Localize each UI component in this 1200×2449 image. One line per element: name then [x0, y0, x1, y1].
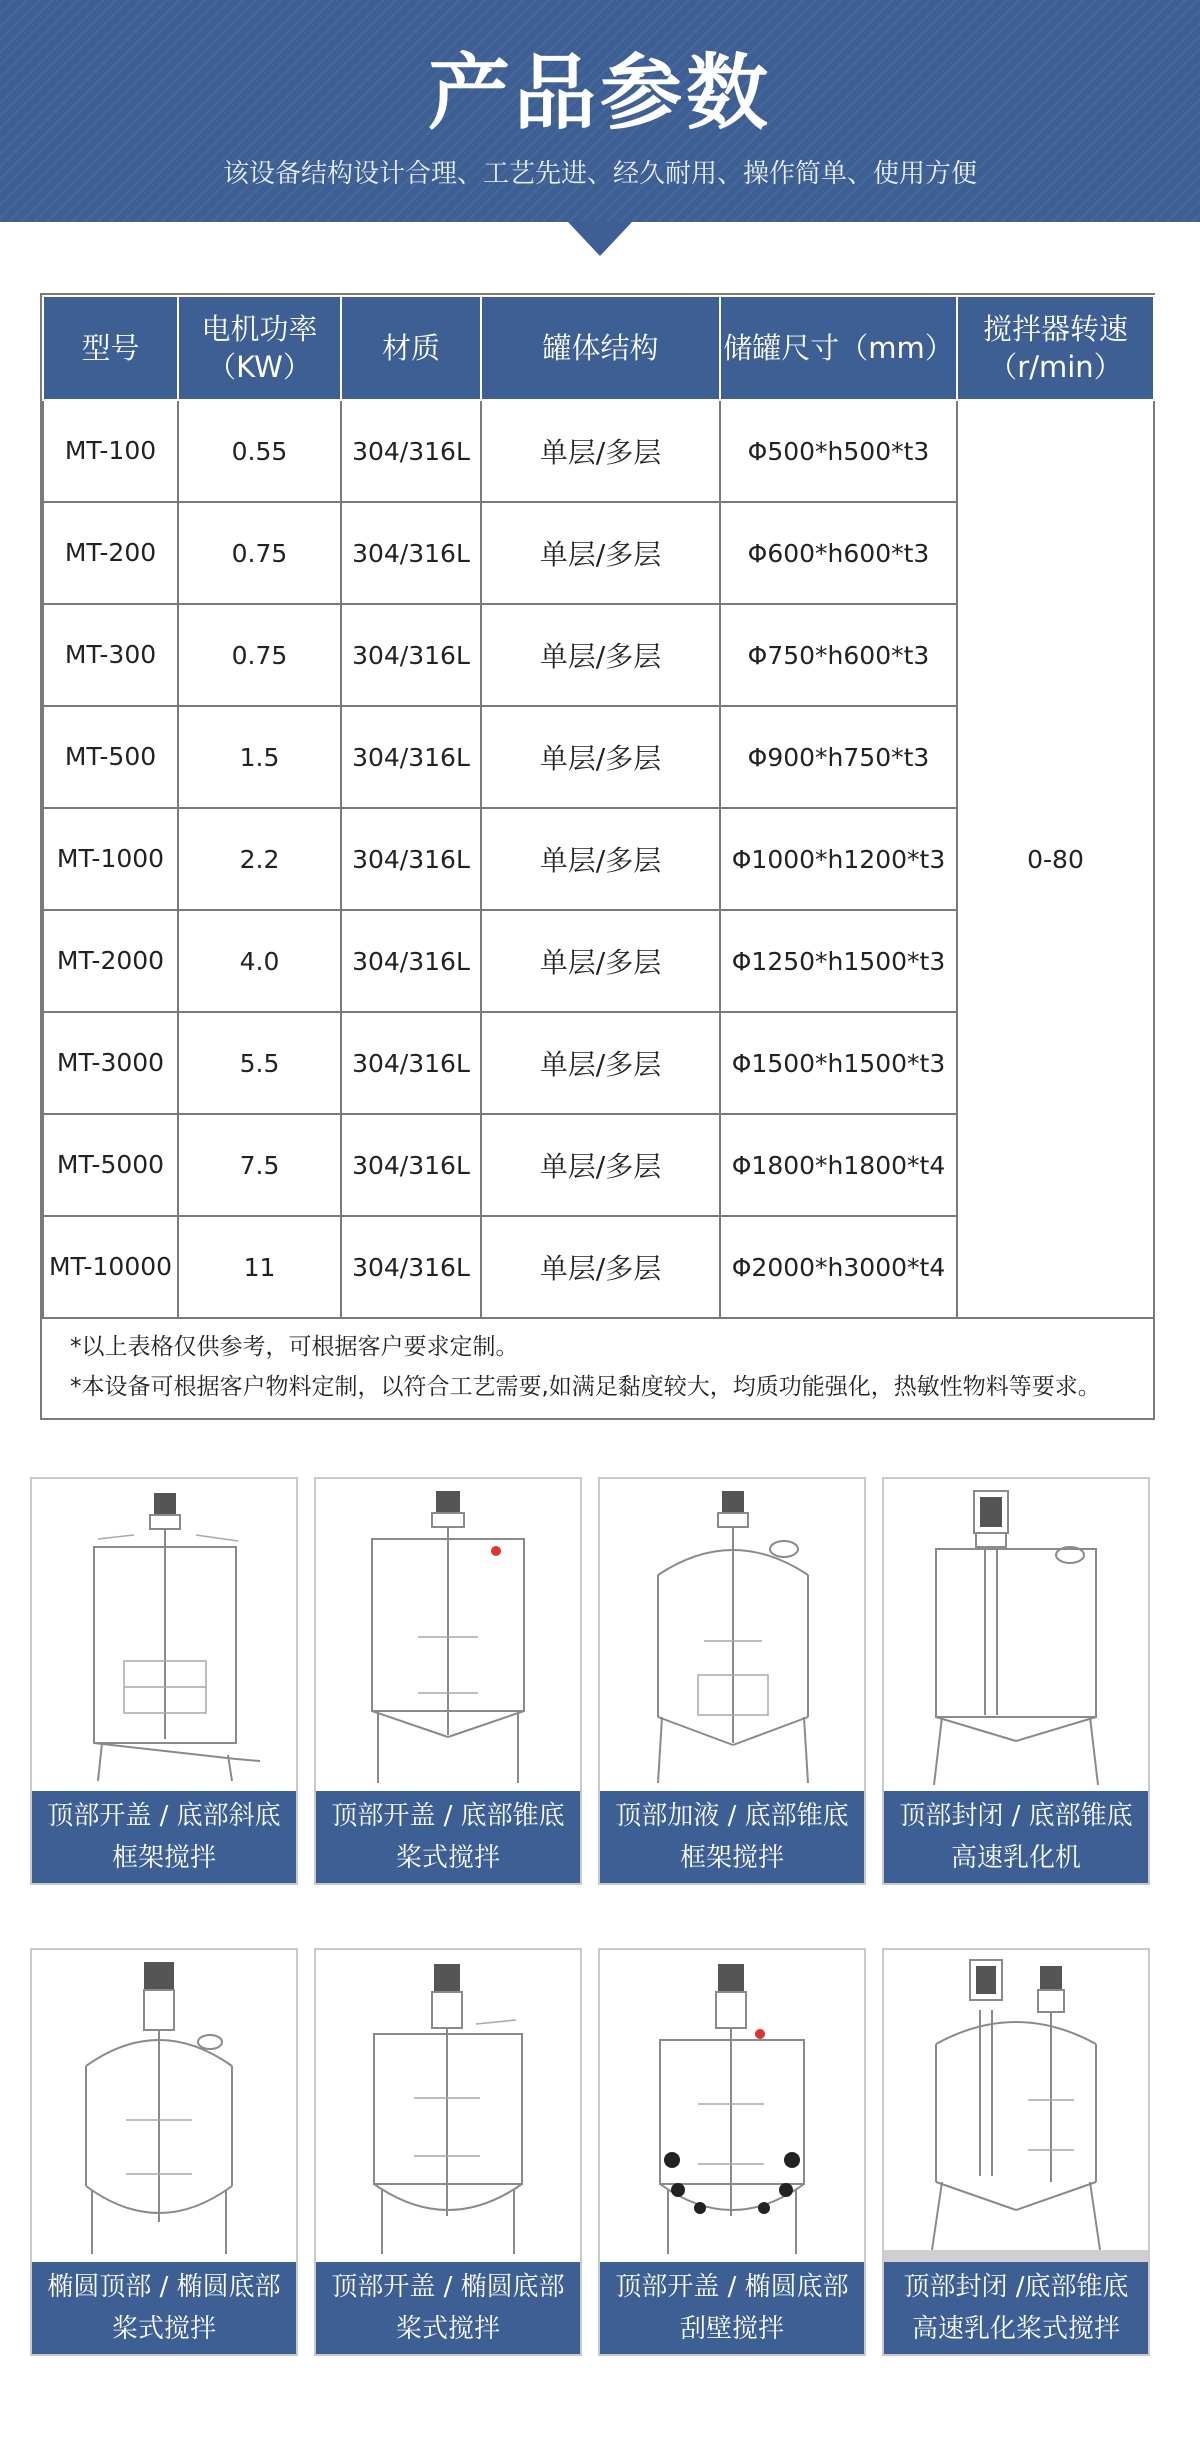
- cell-structure: 单层/多层: [481, 400, 720, 502]
- product-caption: [32, 1791, 296, 1883]
- tank-elliptical-paddle-agitator-icon: [32, 1950, 296, 2262]
- caption-line-1: 顶部开盖 / 椭圆底部: [615, 2272, 849, 2302]
- caption-line-1: 顶部开盖 / 底部斜底: [47, 1801, 281, 1831]
- cell-structure: 单层/多层: [481, 1114, 720, 1216]
- header-agitator-speed: 搅拌器转速（r/min）: [957, 296, 1154, 400]
- header-motor-power: 电机功率（KW）: [178, 296, 341, 400]
- tank-sloped-bottom-frame-agitator-icon: [32, 1479, 296, 1791]
- cell-power: 5.5: [178, 1012, 341, 1114]
- caption-line-2: 桨式搅拌: [395, 1843, 500, 1873]
- note-line: *以上表格仅供参考，可根据客户要求定制。: [70, 1334, 519, 1360]
- header-model: 型号: [43, 296, 178, 400]
- cell-structure: 单层/多层: [481, 910, 720, 1012]
- product-caption: [316, 1791, 580, 1883]
- cell-structure: 单层/多层: [481, 604, 720, 706]
- cell-power: 7.5: [178, 1114, 341, 1216]
- caption-line-1: 顶部封闭 /底部锥底: [903, 2272, 1129, 2302]
- tank-cone-bottom-frame-agitator-icon: [600, 1479, 864, 1791]
- product-card-4: [882, 1477, 1150, 1885]
- product-caption: [32, 2262, 296, 2354]
- product-card-2: [314, 1477, 582, 1885]
- table-row: [43, 400, 1154, 502]
- product-caption: [884, 1791, 1148, 1883]
- cell-structure: 单层/多层: [481, 1216, 720, 1318]
- cell-structure: 单层/多层: [481, 1012, 720, 1114]
- product-caption: [600, 1791, 864, 1883]
- header-material: 材质: [341, 296, 481, 400]
- cell-material: 304/316L: [341, 502, 481, 604]
- cell-power: 1.5: [178, 706, 341, 808]
- spec-table-panel: [40, 293, 1155, 1420]
- product-caption: [884, 2262, 1148, 2354]
- cell-size: Φ1250*h1500*t3: [720, 910, 957, 1012]
- cell-model: MT-500: [43, 706, 178, 808]
- cell-power: 0.75: [178, 604, 341, 706]
- header-tank-structure: 罐体结构: [481, 296, 720, 400]
- table-notes: [70, 1327, 1140, 1407]
- cell-model: MT-1000: [43, 808, 178, 910]
- cell-power: 0.75: [178, 502, 341, 604]
- cell-material: 304/316L: [341, 808, 481, 910]
- spec-table: [42, 295, 1155, 1319]
- caption-line-2: 桨式搅拌: [395, 2314, 500, 2344]
- cell-model: MT-5000: [43, 1114, 178, 1216]
- cell-size: Φ1500*h1500*t3: [720, 1012, 957, 1114]
- note-line: *本设备可根据客户物料定制，以符合工艺需要,如满足黏度较大，均质功能强化，热敏性物料等要求。: [70, 1374, 1101, 1400]
- header-banner: [0, 0, 1200, 222]
- cell-material: 304/316L: [341, 1012, 481, 1114]
- tank-emulsifier-paddle-agitator-icon: [884, 1950, 1148, 2262]
- cell-size: Φ1800*h1800*t4: [720, 1114, 957, 1216]
- product-card-8: [882, 1948, 1150, 2356]
- cell-structure: 单层/多层: [481, 502, 720, 604]
- caption-line-2: 框架搅拌: [111, 1843, 216, 1873]
- tank-cone-bottom-paddle-agitator-icon: [316, 1479, 580, 1791]
- caption-line-1: 顶部加液 / 底部锥底: [615, 1801, 849, 1831]
- cell-size: Φ500*h500*t3: [720, 400, 957, 502]
- caption-line-2: 高速乳化机: [950, 1843, 1081, 1873]
- spec-table-header-row: [43, 296, 1154, 400]
- cell-size: Φ900*h750*t3: [720, 706, 957, 808]
- cell-model: MT-3000: [43, 1012, 178, 1114]
- tank-high-speed-emulsifier-icon: [884, 1479, 1148, 1791]
- banner-notch-arrow: [568, 222, 632, 256]
- caption-line-1: 椭圆顶部 / 椭圆底部: [47, 2272, 281, 2302]
- cell-material: 304/316L: [341, 910, 481, 1012]
- product-caption: [316, 2262, 580, 2354]
- cell-power: 2.2: [178, 808, 341, 910]
- cell-structure: 单层/多层: [481, 706, 720, 808]
- product-card-6: [314, 1948, 582, 2356]
- tank-scraper-agitator-icon: [600, 1950, 864, 2262]
- page-subtitle: 该设备结构设计合理、工艺先进、经久耐用、操作简单、使用方便: [222, 159, 977, 189]
- product-card-7: [598, 1948, 866, 2356]
- product-card-5: [30, 1948, 298, 2356]
- tank-open-top-elliptical-paddle-icon: [316, 1950, 580, 2262]
- caption-line-1: 顶部封闭 / 底部锥底: [899, 1801, 1133, 1831]
- cell-structure: 单层/多层: [481, 808, 720, 910]
- caption-line-1: 顶部开盖 / 椭圆底部: [331, 2272, 565, 2302]
- cell-model: MT-10000: [43, 1216, 178, 1318]
- header-tank-size: 储罐尺寸（mm）: [720, 296, 957, 400]
- cell-size: Φ2000*h3000*t4: [720, 1216, 957, 1318]
- caption-line-2: 高速乳化桨式搅拌: [911, 2314, 1120, 2344]
- product-card-3: [598, 1477, 866, 1885]
- cell-power: 11: [178, 1216, 341, 1318]
- product-card-1: [30, 1477, 298, 1885]
- cell-model: MT-100: [43, 400, 178, 502]
- cell-material: 304/316L: [341, 604, 481, 706]
- caption-line-1: 顶部开盖 / 底部锥底: [331, 1801, 565, 1831]
- cell-material: 304/316L: [341, 1216, 481, 1318]
- cell-model: MT-300: [43, 604, 178, 706]
- caption-line-2: 刮壁搅拌: [679, 2314, 784, 2344]
- cell-material: 304/316L: [341, 706, 481, 808]
- cell-material: 304/316L: [341, 1114, 481, 1216]
- cell-size: Φ1000*h1200*t3: [720, 808, 957, 910]
- cell-size: Φ600*h600*t3: [720, 502, 957, 604]
- cell-material: 304/316L: [341, 400, 481, 502]
- cell-power: 0.55: [178, 400, 341, 502]
- cell-power: 4.0: [178, 910, 341, 1012]
- caption-line-2: 桨式搅拌: [111, 2314, 216, 2344]
- cell-model: MT-200: [43, 502, 178, 604]
- cell-size: Φ750*h600*t3: [720, 604, 957, 706]
- page-title: 产品参数: [427, 46, 772, 141]
- product-caption: [600, 2262, 864, 2354]
- cell-speed: 0-80: [957, 400, 1154, 1318]
- caption-line-2: 框架搅拌: [679, 1843, 784, 1873]
- cell-model: MT-2000: [43, 910, 178, 1012]
